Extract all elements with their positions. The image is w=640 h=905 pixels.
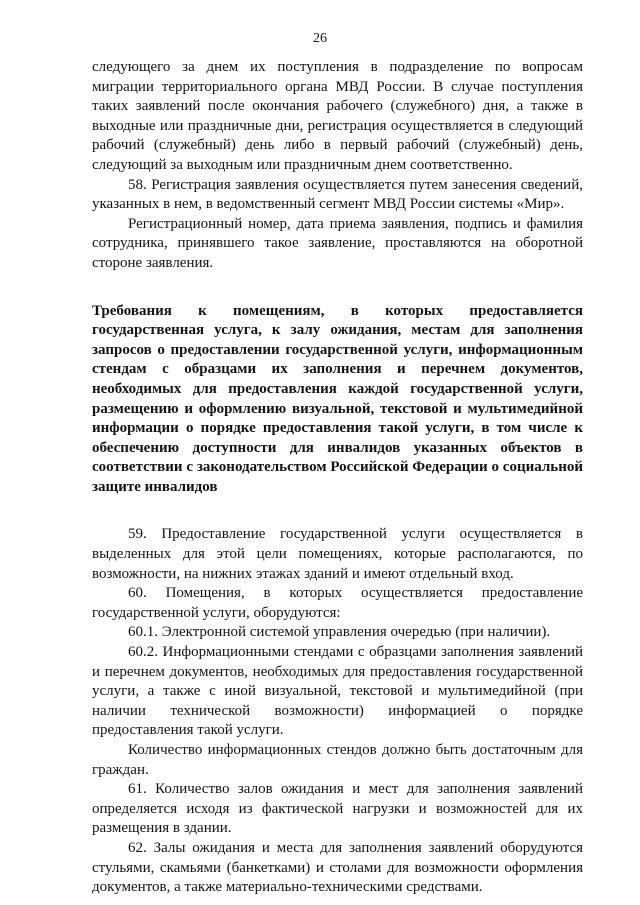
- paragraph-60-2: 60.2. Информационными стендами с образцами заполнения заявлений и перечнем документов, необходимых для предоставления государственной услуги, а также с иной визуальной, текстовой и мультимедийной (при наличии технической возможности) информацией о порядке предоставления такой услуги.: [92, 644, 583, 739]
- page-number: 26: [313, 31, 327, 46]
- paragraph-stands-count: Количество информационных стендов должно быть достаточным для граждан.: [92, 742, 583, 778]
- paragraph-58: 58. Регистрация заявления осуществляется путем занесения сведений, указанных в нем, в ведомственный сегмент МВД России системы «Мир».: [92, 176, 583, 213]
- paragraph-61: 61. Количество залов ожидания и мест для заполнения заявлений определяется исходя из фактической нагрузки и возможностей для их размещения в здании.: [92, 781, 583, 837]
- paragraph-59: 59. Предоставление государственной услуги осуществляется в выделенных для этой цели помещениях, которые располагаются, по возможности, на нижних этажах зданий и имеют отдельный вход.: [92, 526, 583, 582]
- section-heading: Требования к помещениям, в которых предоставляется государственная услуга, к залу ожидания, местам для заполнения запросов о предоставлении государственной услуги, информационным стендам с образцами их заполнения и перечнем документов, необходимых для предоставления каждой государственной услуги, размещению и оформлению визуальной, текстовой и мультимедийной информации о порядке предоставления такой услуги, в том числе к обеспечению доступности для инвалидов указанных объектов в соответствии с законодательством Российской Федерации о социальной защите инвалидов: [92, 302, 583, 495]
- paragraph-60: 60. Помещения, в которых осуществляется предоставление государственной услуги, оборудуются:: [92, 585, 583, 621]
- paragraph-60-1: 60.1. Электронной системой управления очередью (при наличии).: [128, 624, 551, 641]
- paragraph-62: 62. Залы ожидания и места для заполнения заявлений оборудуются стульями, скамьями (банкетками) и столами для возможности оформления документов, а также материально-техническими средствами.: [92, 839, 583, 896]
- paragraph-registration-number: Регистрационный номер, дата приема заявления, подпись и фамилия сотрудника, принявшего такое заявление, проставляются на оборотной стороне заявления.: [92, 215, 583, 271]
- paragraph-continuation: следующего за днем их поступления в подразделение по вопросам миграции территориального органа МВД России. В случае поступления таких заявлений после окончания рабочего (служебного) дня, а также в выходные или праздничные дни, регистрация осуществляется в следующий рабочий (служебный) день либо в первый рабочий (служебный) день, следующий за выходным или праздничным днем соответственно.: [92, 59, 583, 173]
- document-body: [92, 58, 583, 898]
